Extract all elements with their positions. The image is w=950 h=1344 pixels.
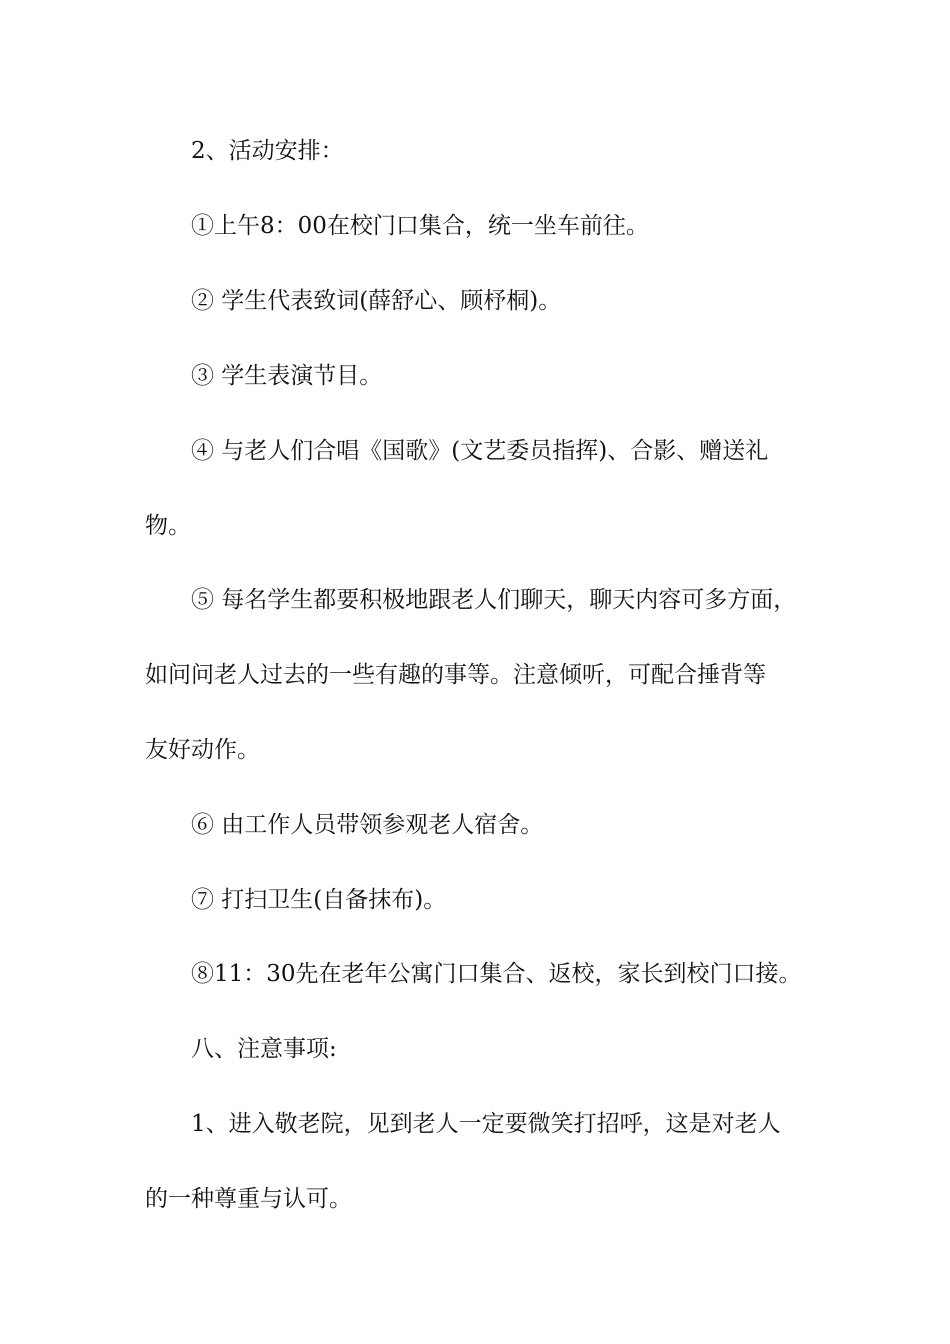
schedule-item-6: ⑥ 由工作人员带领参观老人宿舍。 <box>191 812 544 838</box>
note-item-1: 1、进入敬老院，见到老人一定要微笑打招呼，这是对老人 <box>191 1111 781 1137</box>
schedule-item-4: ④ 与老人们合唱《国歌》(文艺委员指挥)、合影、赠送礼 <box>191 438 769 464</box>
section-heading-activity-schedule: 2、活动安排： <box>191 138 344 164</box>
schedule-item-2: ② 学生代表致词(薛舒心、顾杼桐)。 <box>191 288 562 314</box>
schedule-item-5-continued-1: 如问问老人过去的一些有趣的事等。注意倾听，可配合捶背等 <box>145 662 766 688</box>
note-item-1-continued: 的一种尊重与认可。 <box>145 1186 352 1212</box>
schedule-item-1: ①上午8：00在校门口集合，统一坐车前往。 <box>191 213 649 239</box>
schedule-item-7: ⑦ 打扫卫生(自备抹布)。 <box>191 887 447 913</box>
section-heading-notes: 八、注意事项: <box>191 1036 337 1062</box>
schedule-item-4-continued: 物。 <box>145 513 191 539</box>
schedule-item-5-continued-2: 友好动作。 <box>145 737 260 763</box>
schedule-item-8: ⑧11：30先在老年公寓门口集合、返校，家长到校门口接。 <box>191 961 802 987</box>
schedule-item-3: ③ 学生表演节目。 <box>191 363 383 389</box>
schedule-item-5: ⑤ 每名学生都要积极地跟老人们聊天，聊天内容可多方面， <box>191 587 797 613</box>
